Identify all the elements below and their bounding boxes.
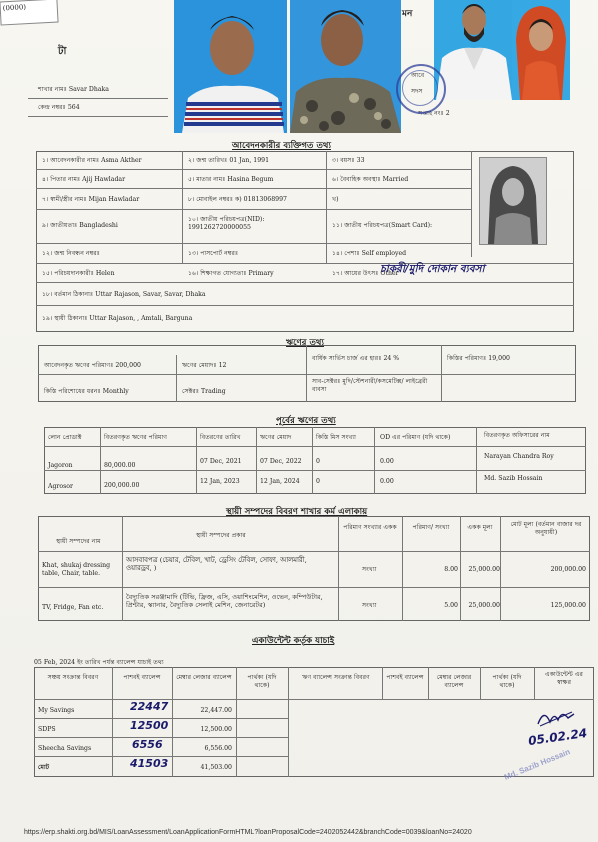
prev-row-1-missed: 0 bbox=[316, 458, 320, 465]
applicant-photo bbox=[479, 157, 547, 245]
prev-row-1-date: 07 Dec, 2021 bbox=[200, 458, 242, 465]
assets-header-total: মোট মূল্য (বর্তমান বাজার দর অনুযায়ী) bbox=[510, 521, 582, 536]
asset-row-1-type: আসবাবপত্র (চেয়ার, টেবিল, খাট, ড্রেসিং টেবিল, সোফা, আলমারী, ওয়ারড্রব, ) bbox=[126, 556, 307, 573]
officer-stamp: Md. Sazib Hossain bbox=[502, 747, 572, 782]
page-url[interactable]: https://erp.shakti.org.bd/MIS/LoanAssessment/LoanApplicationFormHTML?loanProposalCode=2402052442&branchCode=0039&loanNo=24020 bbox=[24, 829, 472, 836]
accountant-signature bbox=[536, 706, 576, 730]
prev-header-officer: বিতরণকৃত অফিসারের নাম bbox=[484, 432, 550, 439]
asset-row-2-unit-price: 25,000.00 bbox=[468, 602, 500, 609]
introducer: ১৫। পরিচয়দানকারীঃ Helen bbox=[42, 270, 115, 277]
member-fragment-2: সদস bbox=[411, 88, 423, 95]
member-fragment: আবে bbox=[411, 72, 425, 79]
mobile-number-2: খ) bbox=[332, 196, 339, 203]
spouse-name: ৭। স্বামী/স্ত্রীর নামঃ Mijan Hawladar bbox=[42, 196, 140, 203]
repayment-type: কিস্তি পরিশোধের ধরনঃ Monthly bbox=[44, 388, 129, 395]
marital-status: ৬। বৈবাহিক অবস্থাঃ Married bbox=[332, 176, 409, 183]
savings-row-1-ledger: 22,447.00 bbox=[200, 707, 232, 714]
installment-amount: কিস্তির পরিমাণঃ 19,000 bbox=[447, 355, 510, 362]
income-source: ১৭। আয়ের উৎসঃ Other bbox=[332, 270, 399, 277]
loan-balance-header: ঋণ ব্যালেন্স সংক্রান্ত বিবরণ bbox=[302, 674, 370, 681]
previous-loan-title: পূর্বের ঋণের তথ্য bbox=[276, 416, 336, 426]
prev-header-date: বিতরণের তারিখ bbox=[200, 434, 241, 441]
prev-header-duration: ঋণের মেয়াদ bbox=[260, 434, 292, 441]
father-name: ৪। পিতার নামঃ Ajij Hawladar bbox=[42, 176, 126, 183]
accountant-title: একাউন্টেন্ট কর্তৃক যাচাই bbox=[252, 636, 335, 646]
asset-row-2-type: বৈদ্যুতিক সরঞ্জামাদি (টিভি, ফ্রিজ, এসি, ওয়াশিংমেশিন, ওভেন, কম্পিউটার, প্রিন্টার, স্ক্যানার, বৈদ্যুতিক সেলাই মেশিন, জেনারেটর) bbox=[126, 593, 323, 610]
permanent-address: ১৯। স্থায়ী ঠিকানাঃ Uttar Rajason, , Amtali, Barguna bbox=[42, 315, 193, 322]
balance-header-ledger: মেম্বার লেজার ব্যালেন্স bbox=[176, 674, 232, 681]
age: ৩। বয়সঃ 33 bbox=[332, 157, 365, 164]
signature-date: 05.02.24 bbox=[527, 725, 588, 749]
mother-name: ৫। মাতার নামঃ Hasina Begum bbox=[188, 176, 274, 183]
prev-row-1-amount: 80,000.00 bbox=[104, 462, 136, 469]
loan-header-ledger: মেম্বার লেজার ব্যালেন্স bbox=[436, 674, 472, 689]
photo-person-1 bbox=[174, 0, 287, 133]
branch-name: শাখার নামঃ Savar Dhaka bbox=[38, 86, 109, 93]
asset-row-2-unit: সংখ্যা bbox=[362, 602, 377, 609]
present-address: ১৮। বর্তমান ঠিকানাঃ Uttar Rajason, Savar, Savar, Dhaka bbox=[42, 291, 206, 298]
prev-row-1-od: 0.00 bbox=[380, 458, 394, 465]
balance-date-line: 05 Feb, 2024 ইং তারিখ পর্যন্ত ব্যালেন্স যাচাই তথ্য bbox=[34, 659, 164, 666]
personal-info-title: আবেদনকারীর ব্যক্তিগত তথ্য bbox=[232, 141, 331, 151]
balance-header-savings: সঞ্চয় সংক্রান্ত বিবরণ bbox=[47, 674, 99, 681]
assets-header-type: স্থায়ী সম্পদের প্রকার bbox=[196, 532, 246, 539]
savings-total-handwritten: 41503 bbox=[130, 757, 169, 770]
asset-row-1-name: Khat, shukaj dressing table, Chair, table. bbox=[42, 562, 111, 577]
education: ১৬। শিক্ষাগত যোগ্যতাঃ Primary bbox=[188, 270, 274, 277]
photo-person-4 bbox=[512, 0, 570, 100]
center-number: কেন্দ্র নম্বরঃ 564 bbox=[38, 104, 80, 111]
asset-row-1-quantity: 8.00 bbox=[444, 566, 458, 573]
handwritten-income-source: চাকরী/মুদি দোকান ব্যবসা bbox=[380, 263, 485, 275]
prev-row-2-officer: Md. Sazib Hossain bbox=[484, 475, 543, 482]
savings-row-1-name: My Savings bbox=[38, 707, 75, 714]
savings-row-3-name: Sheecha Savings bbox=[38, 745, 92, 752]
prev-row-1-end: 07 Dec, 2022 bbox=[260, 458, 302, 465]
assets-header-unit: পরিমাণ সংখ্যার একক bbox=[343, 524, 397, 531]
asset-row-2-total: 125,000.00 bbox=[550, 602, 586, 609]
prev-row-2-end: 12 Jan, 2024 bbox=[260, 478, 300, 485]
service-charge: বার্ষিক সার্ভিস চার্জ এর হারঃ 24 % bbox=[312, 355, 400, 362]
prev-header-product: লোন প্রোডাক্ট bbox=[48, 434, 82, 441]
loan-info-title: ঋণের তথ্য bbox=[286, 338, 324, 348]
savings-row-2-handwritten: 12500 bbox=[130, 719, 169, 732]
prev-header-od: OD এর পরিমাণ (যদি থাকে) bbox=[380, 434, 451, 441]
asset-row-2-quantity: 5.00 bbox=[444, 602, 458, 609]
savings-row-1-handwritten: 22447 bbox=[130, 700, 169, 713]
loan-subsector: সাব-সেক্টরঃ মুদি/স্টেশনারী/কসমেটিক্স/ লাইব্রেরী ব্যবসা bbox=[312, 378, 428, 393]
asset-row-2-name: TV, Fridge, Fan etc. bbox=[42, 604, 104, 611]
asset-row-1-unit: সংখ্যা bbox=[362, 566, 377, 573]
prev-row-1-officer: Narayan Chandra Roy bbox=[484, 453, 554, 460]
prev-row-2-date: 12 Jan, 2023 bbox=[200, 478, 240, 485]
accountant-signature-header: একাউন্টেন্ট এর স্বাক্ষর bbox=[545, 671, 583, 686]
nationality: ৯। জাতীয়তাঃ Bangladeshi bbox=[42, 222, 118, 229]
mobile-number: ৮। মোবাইল নম্বরঃ ক) 01813068997 bbox=[188, 196, 287, 203]
savings-row-3-handwritten: 6556 bbox=[132, 738, 163, 751]
prev-row-2-od: 0.00 bbox=[380, 478, 394, 485]
asset-row-1-unit-price: 25,000.00 bbox=[468, 566, 500, 573]
meeting-number: সপ্তাহ নংঃ 2 bbox=[418, 110, 450, 117]
top-left-fragment: (0000) bbox=[0, 0, 59, 26]
assets-header-quantity: পরিমাণ/ সংখ্যা bbox=[412, 524, 450, 531]
prev-row-2-product: Agrosor bbox=[48, 483, 73, 490]
photo-person-2 bbox=[290, 0, 401, 133]
assets-header-name: স্থায়ী সম্পদের নাম bbox=[56, 538, 101, 545]
assets-header-unit-price: একক মূল্য bbox=[467, 524, 493, 531]
balance-header-passbook: পাশবই ব্যালেন্স bbox=[123, 674, 161, 681]
applicant-name: ১। আবেদনকারীর নামঃ Asma Akther bbox=[42, 157, 142, 164]
birth-registration: ১২। জন্ম নিবন্ধন নম্বরঃ bbox=[42, 250, 100, 257]
savings-row-3-ledger: 6,556.00 bbox=[204, 745, 232, 752]
birth-date: ২। জন্ম তারিখঃ 01 Jan, 1991 bbox=[188, 157, 270, 164]
prev-row-2-amount: 200,000.00 bbox=[104, 482, 140, 489]
office-seal-inner bbox=[402, 70, 438, 106]
profession: ১৪। পেশাঃ Self employed bbox=[332, 250, 407, 257]
prev-header-amount: বিতরণকৃত ঋণের পরিমাণ bbox=[104, 434, 168, 441]
prev-row-2-missed: 0 bbox=[316, 478, 320, 485]
savings-row-2-name: SDPS bbox=[38, 726, 56, 733]
prev-header-missed: কিস্তি মিস সংখ্যা bbox=[316, 434, 356, 441]
savings-total-label: মোট bbox=[38, 764, 50, 771]
balance-header-diff: পার্থক্য (যদি থাকে) bbox=[247, 674, 277, 689]
loan-sector: সেক্টরঃ Trading bbox=[182, 388, 226, 395]
loan-duration: ঋণের মেয়াদঃ 12 bbox=[182, 362, 227, 369]
loan-header-diff: পার্থক্য (যদি থাকে) bbox=[492, 674, 522, 689]
prev-row-1-product: Jagoron bbox=[48, 462, 73, 469]
savings-row-2-ledger: 12,500.00 bbox=[200, 726, 232, 733]
loan-header-passbook: পাশবই ব্যালেন্স bbox=[386, 674, 424, 681]
assets-title: স্থায়ী সম্পদের বিবরণ শাখার কর্ম এলাকায় bbox=[226, 507, 368, 517]
asset-row-1-total: 200,000.00 bbox=[550, 566, 586, 573]
nid-number: ১০। জাতীয় পরিচয়পত্র(NID): 1991262720000055 bbox=[188, 216, 265, 231]
smart-card: ১১। জাতীয় পরিচয়পত্র(Smart Card): bbox=[332, 222, 433, 229]
partial-title: টা bbox=[58, 46, 67, 57]
savings-total-ledger: 41,503.00 bbox=[200, 764, 232, 771]
proposed-amount: আবেদনকৃত ঋণের পরিমাণঃ 200,000 bbox=[44, 362, 141, 369]
passport-number: ১৩। পাসপোর্ট নম্বরঃ bbox=[188, 250, 239, 257]
header-fragment: মন bbox=[402, 9, 413, 19]
